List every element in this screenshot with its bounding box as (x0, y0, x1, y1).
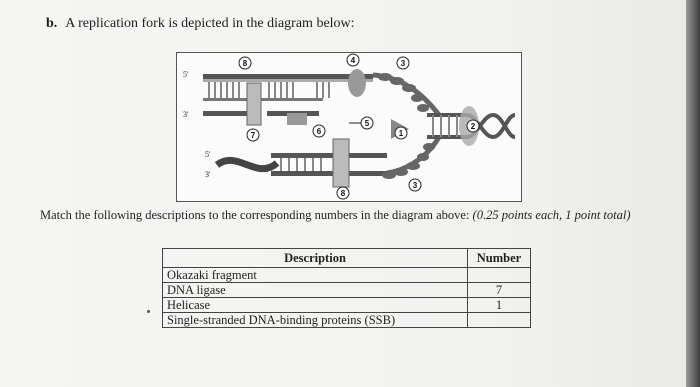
page-shadow-edge (686, 0, 700, 387)
header-description: Description (163, 249, 468, 268)
table-header-row (163, 249, 531, 268)
svg-text:8: 8 (242, 59, 248, 68)
replication-fork-diagram (176, 52, 522, 202)
row-number-field[interactable] (468, 268, 531, 283)
protein-block-8-bottom (333, 139, 349, 187)
svg-text:4: 4 (350, 56, 356, 65)
label-bottom-5prime: 5' (205, 150, 211, 159)
svg-text:7: 7 (250, 131, 256, 140)
svg-text:6: 6 (316, 127, 322, 136)
table-row (163, 313, 531, 328)
protein-block-8-top (247, 83, 261, 125)
header-number: Number (468, 249, 531, 268)
row-number-field[interactable] (468, 313, 531, 328)
table-row (163, 283, 531, 298)
svg-text:5: 5 (364, 119, 370, 128)
row-description: Okazaki fragment (163, 268, 468, 283)
row-number-field[interactable]: 7 (468, 283, 531, 298)
points-note: (0.25 points each, 1 point total) (472, 208, 631, 222)
label-top-5prime: 5' (183, 70, 189, 79)
label-top-3prime: 3' (183, 110, 189, 119)
label-bottom-3prime: 3' (205, 170, 211, 179)
row-description: Helicase (163, 298, 468, 313)
bottom-twisted-dna (217, 160, 277, 168)
question-heading (46, 16, 355, 32)
svg-text:1: 1 (398, 129, 404, 138)
row-description: DNA ligase (163, 283, 468, 298)
question-letter: b. (46, 16, 58, 31)
instructions-text: Match the following descriptions to the corresponding numbers in the diagram above: (40, 208, 473, 222)
stray-mark (147, 310, 150, 313)
svg-text:3: 3 (412, 181, 418, 190)
table-row (163, 298, 531, 313)
matching-table (162, 248, 531, 328)
instructions (40, 208, 640, 223)
row-description: Single-stranded DNA-binding proteins (SSB) (163, 313, 468, 328)
svg-text:8: 8 (340, 189, 346, 198)
row-number-field[interactable]: 1 (468, 298, 531, 313)
svg-text:2: 2 (470, 122, 476, 131)
table-row (163, 268, 531, 283)
svg-text:3: 3 (400, 59, 406, 68)
question-text: A replication fork is depicted in the diagram below: (65, 16, 355, 31)
